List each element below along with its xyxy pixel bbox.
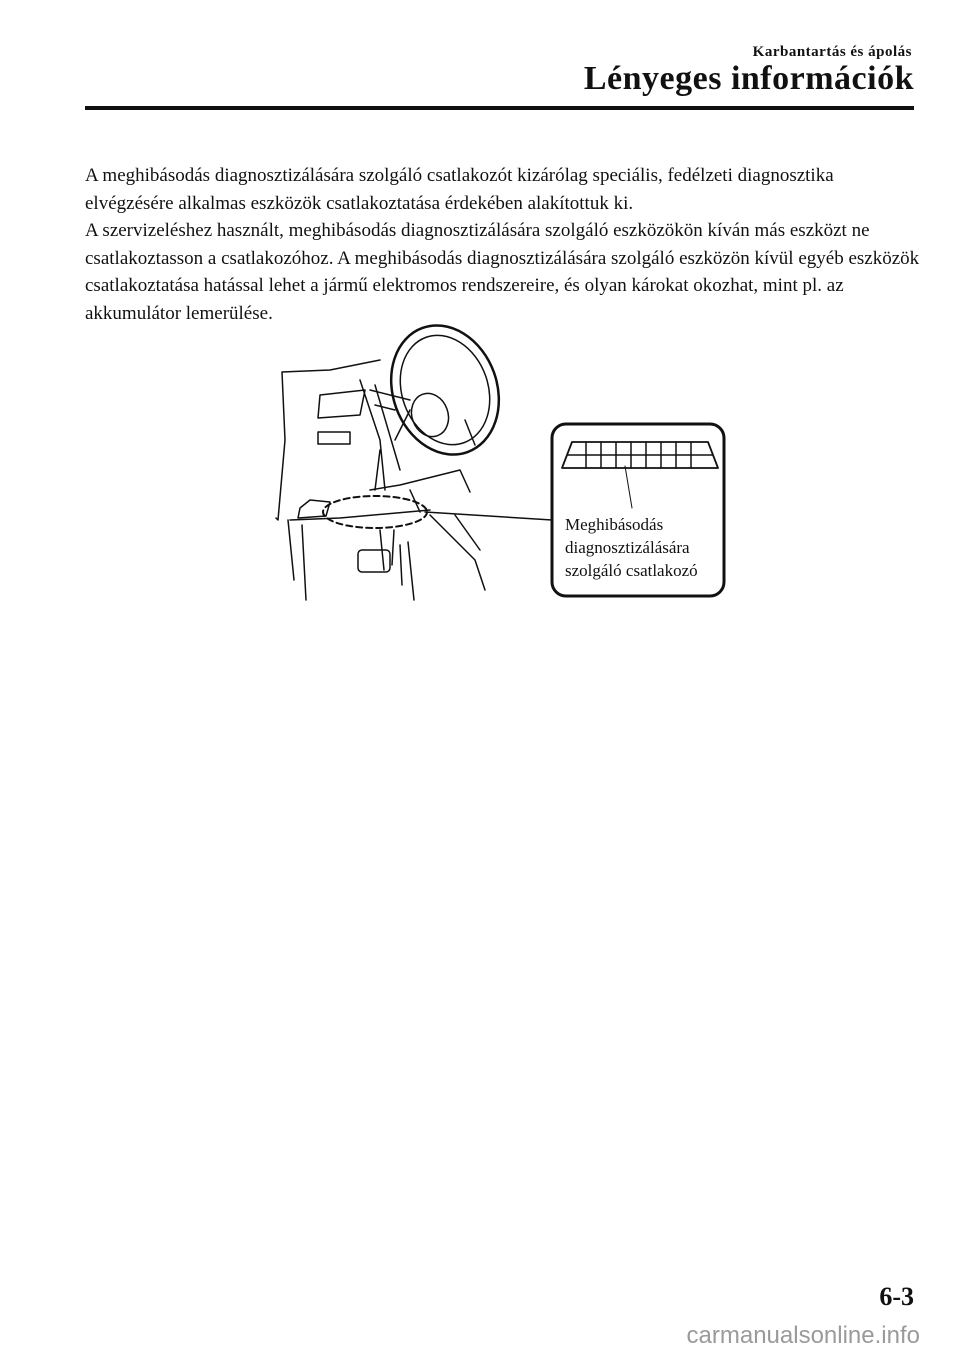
page-number: 6-3 — [879, 1282, 914, 1311]
callout-label — [565, 513, 730, 582]
body-text — [85, 162, 920, 327]
footer-watermark: carmanualsonline.info — [686, 1322, 920, 1349]
connector-location-figure — [260, 320, 740, 610]
callout-line: Meghibásodás — [565, 515, 664, 534]
callout-line: diagnosztizálására — [565, 538, 690, 557]
paragraph: A meghibásodás diagnosztizálására szolgáló csatlakozót kizárólag speciális, fedélzeti diagnosztika elvégzésére alkalmas eszközök csatlakoztatása érdekében alakítottuk ki. — [85, 165, 834, 214]
paragraph: A szervizeléshez használt, meghibásodás diagnosztizálására szolgáló eszközökön kíván más eszközt ne csatlakoztasson a csatlakozóhoz. A meghibásodás diagnosztizálására szolgáló eszközön kívül egyéb eszközök csatlakoztatása hatással lehet a jármű elektromos rendszereire, és olyan károkat okozhat, mint pl. az akkumulátor lemerülése. — [85, 220, 920, 324]
header-rule — [85, 106, 914, 110]
section-label: Karbantartás és ápolás — [752, 44, 912, 60]
callout-line: szolgáló csatlakozó — [565, 561, 698, 580]
steering-wheel — [374, 320, 517, 470]
page-title: Lényeges információk — [583, 60, 914, 97]
